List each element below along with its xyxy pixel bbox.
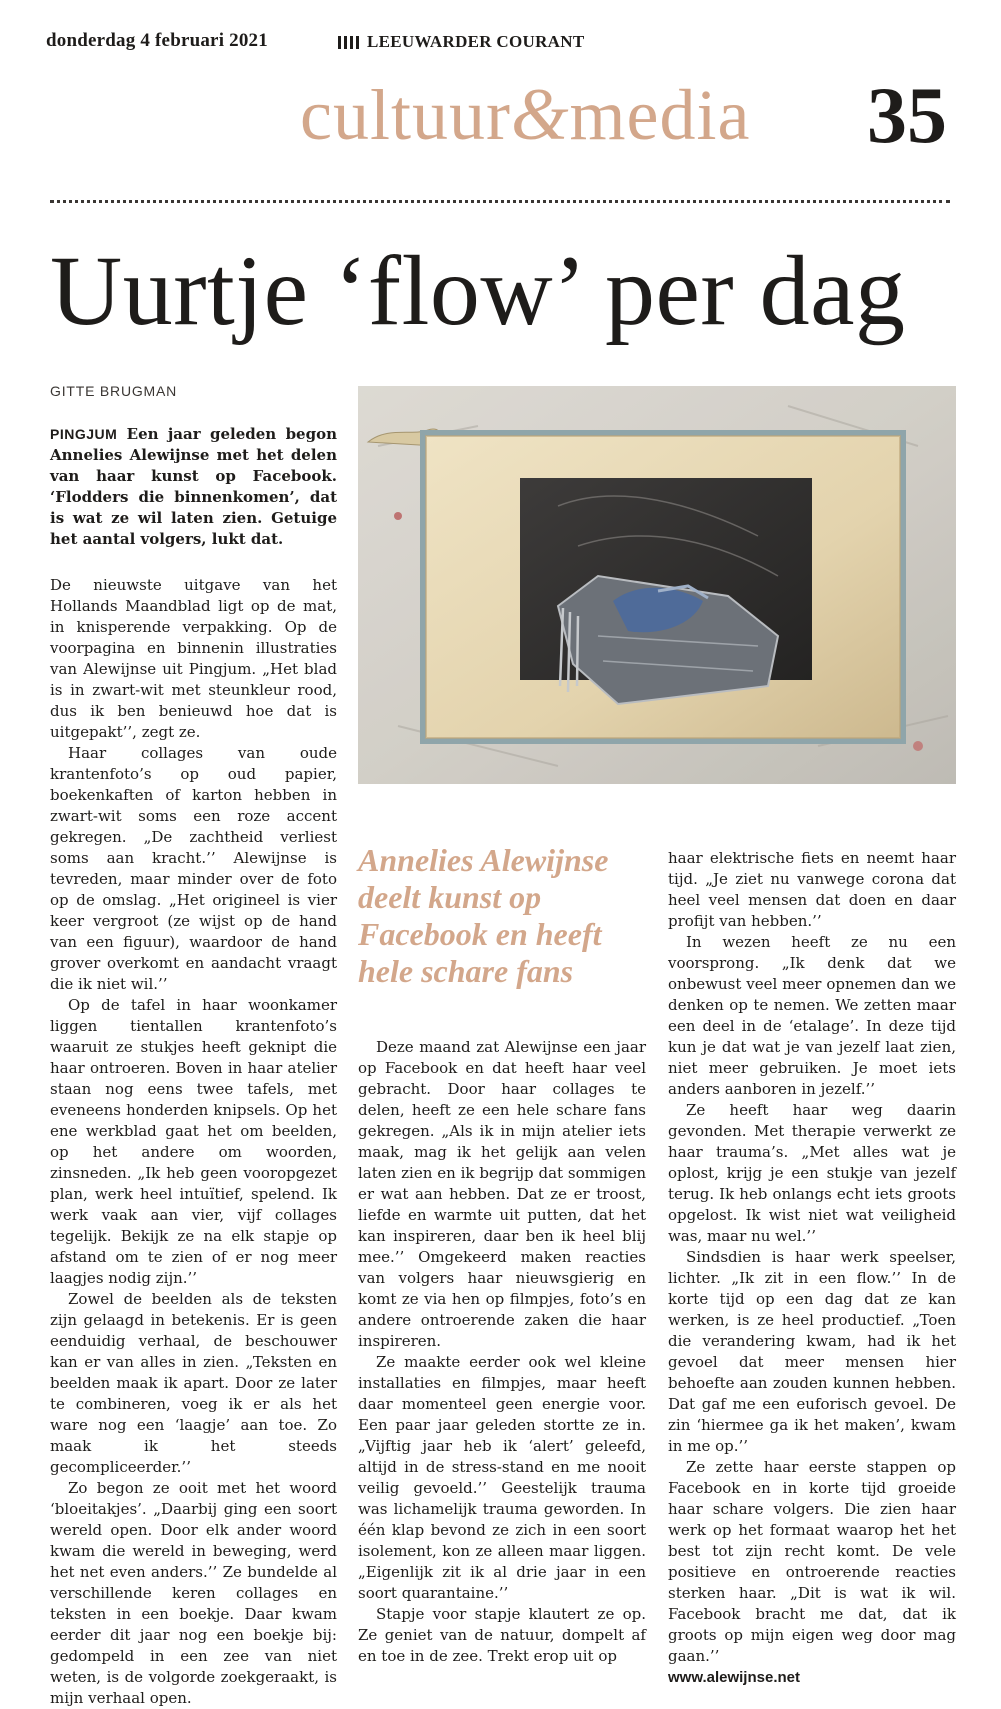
paragraph: Zowel de beelden als de teksten zijn gelaagd in betekenis. Er is geen eenduidig verhaal, de beschouwer kan er van alles in zien. „Teksten en beelden maak ik apart. Door ze later te combineren, voeg ik er als het ware nog een ‘laagje’ aan toe. Zo maak ik het steeds gecompliceerder.’’	[50, 1290, 337, 1476]
article-lead	[50, 424, 337, 550]
article-headline: Uurtje ‘flow’ per dag	[50, 235, 906, 346]
artwork-photo	[358, 386, 956, 784]
masthead	[46, 30, 946, 56]
dotted-divider	[50, 200, 950, 203]
text-column-3	[668, 848, 956, 1688]
issue-date: donderdag 4 februari 2021	[46, 30, 268, 51]
page-number: 35	[867, 72, 947, 160]
paragraph: In wezen heeft ze nu een voorsprong. „Ik denk dat we onbewust veel meer opnemen dan we denken op te nemen. We zetten maar een deel in de ‘etalage’. In deze tijd kun je dat wat je van jezelf laat zien, niet meer gebruiken. Je moet iets anders aanboren in jezelf.’’	[668, 933, 956, 1098]
lead-text: Een jaar geleden begon Annelies Alewijnse met het delen van haar kunst op Facebook. ‘Flodders die binnenkomen’, dat is wat ze wil laten zien. Getuige het aantal volgers, lukt dat.	[50, 425, 337, 548]
paragraph: Ze maakte eerder ook wel kleine installaties en filmpjes, maar heeft daar momenteel geen energie voor. Een paar jaar geleden stortte ze in. „Vijftig jaar heb ik ‘alert’ geleefd, altijd in de stress-stand en me nooit veilig gevoeld.’’ Geestelijk trauma was lichamelijk trauma geworden. In één klap bevond ze zich in een soort isolement, kon ze alleen maar liggen. „Eigenlijk zit ik al drie jaar in een soort quarantaine.’’	[358, 1353, 646, 1602]
paragraph: haar elektrische fiets en neemt haar tijd. „Je ziet nu vanwege corona dat heel veel mensen dat doen en daar profijt van hebben.’’	[668, 849, 956, 930]
paragraph: Deze maand zat Alewijnse een jaar op Facebook en dat heeft haar veel gebracht. Door haar collages te delen, heeft ze een hele schare fans gekregen. „Als ik in mijn atelier iets maak, mag ik het gelijk aan velen laten zien en ik begrijp dat sommigen er wat aan hebben. Dat ze er troost, liefde en warmte uit putten, dat het kan inspireren, daar ben ik heel blij mee.’’ Omgekeerd maken reacties van volgers haar nieuwsgierig en komt ze via hen op filmpjes, foto’s en andere ontroerende zaken die haar inspireren.	[358, 1038, 646, 1350]
byline: GITTE BRUGMAN	[50, 383, 178, 399]
paragraph: Op de tafel in haar woonkamer liggen tientallen krantenfoto’s waaruit ze stukjes heeft geknipt die haar ontroeren. Boven in haar atelier staan nog eens twee tafels, met eveneens honderden knipsels. Op het ene werkblad gaat het om beelden, op het andere om woorden, zinsneden. „Ik heb geen vooropgezet plan, werk heel intuïtief, spelend. Ik werk vaak aan vier, vijf collages tegelijk. Bekijk ze na elk stapje op afstand om te zien of er nog meer laagjes nodig zijn.’’	[50, 996, 337, 1287]
newspaper-name	[338, 32, 584, 52]
paragraph: Sindsdien is haar werk speelser, lichter. „Ik zit in een flow.’’ In de korte tijd op een dag dat ze kan werken, is ze heel productief. „Toen die verandering kwam, had ik het gevoel dat meer mensen hier behoefte aan zouden kunnen hebben. Dat gaf me een euforisch gevoel. De zin ‘hiermee ga ik het maken’, kwam in me op.’’	[668, 1248, 956, 1455]
newspaper-logo-icon	[338, 36, 359, 49]
paragraph: Stapje voor stapje klautert ze op. Ze geniet van de natuur, dompelt af en toe in de zee. Trekt erop uit op	[358, 1605, 646, 1665]
section-part-2: media	[569, 75, 751, 155]
paragraph: Haar collages van oude krantenfoto’s op oud papier, boekenkaften of karton hebben in zwart-wit soms een roze accent gekregen. „De zachtheid verliest soms aan kracht.’’ Alewijnse is tevreden, maar minder over de foto op de omslag. „Het origineel is vier keer vergroot (ze wijst op de hand van een figuur), waardoor de hand grover overkomt en aandacht vraagt die ik niet wil.’’	[50, 744, 337, 993]
text-column-1	[50, 575, 337, 1709]
paragraph: Ze zette haar eerste stappen op Facebook en in korte tijd groeide haar schare volgers. Die zien haar werk op het formaat waarop het het best tot zijn recht komt. De vele positieve en ontroerende reacties sterken haar. „Dit is wat ik wil. Facebook bracht me dat, dat ik groots op mijn eigen weg door mag gaan.’’	[668, 1458, 956, 1665]
pull-quote: Annelies Alewijnse deelt kunst op Facebook en heeft hele schare fans	[358, 842, 609, 989]
newspaper-title: LEEUWARDER COURANT	[367, 32, 585, 51]
section-title	[300, 74, 751, 156]
website-link[interactable]: www.alewijnse.net	[668, 1669, 800, 1686]
paragraph: Zo begon ze ooit met het woord ‘bloeitakjes’. „Daarbij ging een soort wereld open. Door elk ander woord kwam die wereld in beweging, werd het net even anders.’’ Ze bundelde al verschillende keren collages en teksten in een boekje. Daar kwam eerder dit jaar nog een boekje bij: gedompeld in een zee van niet weten, is de volgorde zoekgeraakt, is mijn verhaal open.	[50, 1479, 337, 1707]
paragraph: De nieuwste uitgave van het Hollands Maandblad ligt op de mat, in knisperende verpakking. Op de voorpagina en binnenin illustraties van Alewijnse uit Pingjum. „Het blad is in zwart-wit met steunkleur rood, dus ik ben benieuwd hoe dat is uitgepakt’’, zegt ze.	[50, 576, 337, 741]
paragraph: Ze heeft haar weg daarin gevonden. Met therapie verwerkt ze haar trauma’s. „Met alles wat je oplost, krijg je een stukje van jezelf terug. Ik heb onlangs echt iets groots opgelost. Ik wist niet wat veiligheid was, maar nu wel.’’	[668, 1101, 956, 1245]
section-ampersand: &	[510, 74, 570, 156]
section-part-1: cultuur	[300, 75, 511, 155]
dateline-place: PINGJUM	[50, 426, 118, 442]
text-column-2	[358, 1037, 646, 1667]
collage-image	[358, 386, 956, 784]
